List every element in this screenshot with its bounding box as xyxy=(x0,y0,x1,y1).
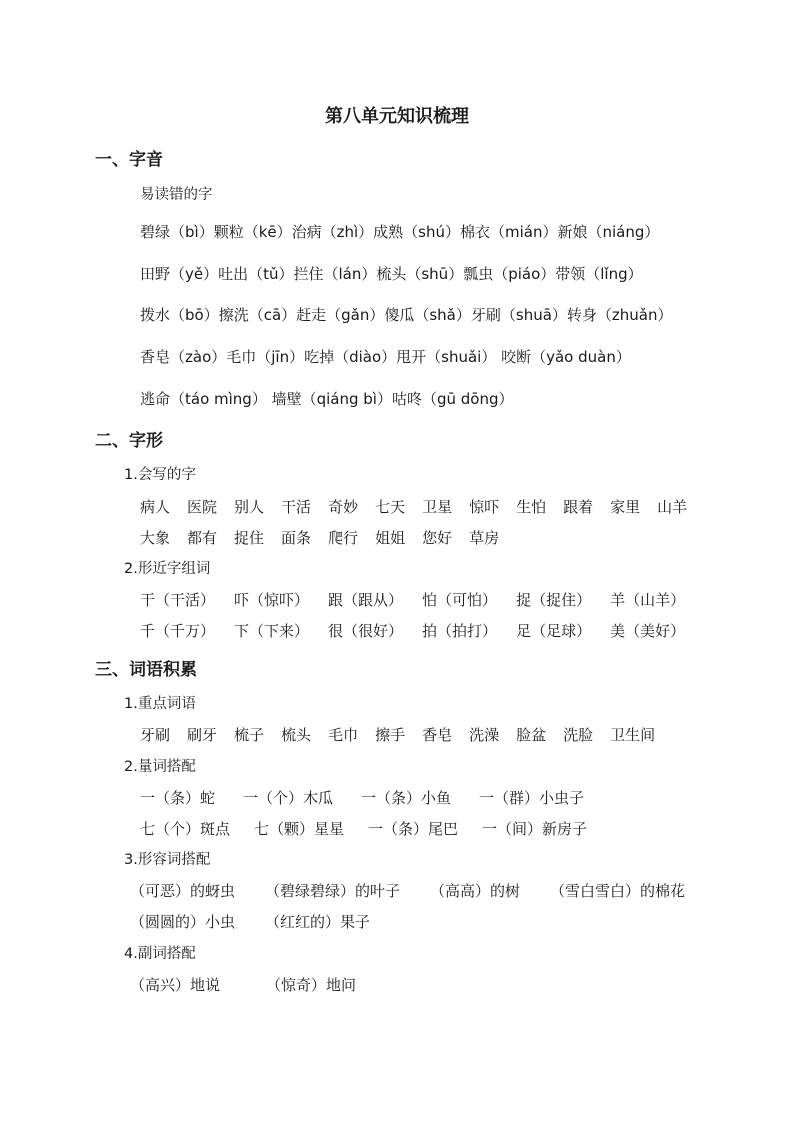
word-row xyxy=(140,496,687,518)
list-item: 大象 xyxy=(140,529,171,547)
list-item: 一（条）蛇 xyxy=(140,789,216,807)
list-item: 您好 xyxy=(422,529,453,547)
list-item: 脸盆 xyxy=(516,726,547,744)
list-item: 牙刷 xyxy=(140,726,171,744)
list-item: 拍（拍打） xyxy=(422,622,498,640)
list-item: 洗脸 xyxy=(563,726,594,744)
subtitle-similar-chars: 2.形近字组词 xyxy=(124,561,211,577)
pinyin-line-5: 逃命（táo mìng） 墙壁（qiáng bì）咕咚（gū dōng） xyxy=(140,390,514,408)
list-item: 洗澡 xyxy=(469,726,500,744)
section-heading-vocabulary: 三、词语积累 xyxy=(95,660,197,680)
list-item: 卫星 xyxy=(422,498,453,516)
measure-word-row xyxy=(140,787,584,809)
list-item: 干（干活） xyxy=(140,591,216,609)
subtitle-measure-words: 2.量词搭配 xyxy=(124,759,196,775)
list-item: 山羊 xyxy=(657,498,688,516)
list-item: （圆圆的）小虫 xyxy=(130,913,236,931)
list-item: 捉（捉住） xyxy=(516,591,592,609)
list-item: 一（群）小虫子 xyxy=(479,789,585,807)
list-item: 姐姐 xyxy=(375,529,406,547)
list-item: 足（足球） xyxy=(516,622,592,640)
list-item: （雪白雪白）的棉花 xyxy=(550,882,686,900)
adjective-row xyxy=(130,911,370,933)
list-item: 惊吓 xyxy=(469,498,500,516)
subtitle-misread-chars: 易读错的字 xyxy=(140,187,213,203)
list-item: 怕（可怕） xyxy=(422,591,498,609)
list-item: 家里 xyxy=(610,498,641,516)
list-item: 七（个）斑点 xyxy=(140,820,231,838)
list-item: 千（千万） xyxy=(140,622,216,640)
list-item: 美（美好） xyxy=(610,622,686,640)
list-item: 医院 xyxy=(187,498,218,516)
list-item: 都有 xyxy=(187,529,218,547)
list-item: 跟着 xyxy=(563,498,594,516)
adjective-row xyxy=(130,880,685,902)
page-title: 第八单元知识梳理 xyxy=(325,106,469,127)
list-item: 刷牙 xyxy=(187,726,218,744)
list-item: 面条 xyxy=(281,529,312,547)
list-item: 一（条）尾巴 xyxy=(368,820,459,838)
subtitle-key-words: 1.重点词语 xyxy=(124,696,196,712)
list-item: 香皂 xyxy=(422,726,453,744)
word-row xyxy=(140,724,655,746)
pinyin-line-1: 碧绿（bì）颗粒（kē）治病（zhì）成熟（shú）棉衣（mián）新娘（niáng） xyxy=(140,223,660,241)
subtitle-writable-chars: 1.会写的字 xyxy=(124,467,196,483)
list-item: 跟（跟从） xyxy=(328,591,404,609)
list-item: 羊（山羊） xyxy=(610,591,686,609)
list-item: 病人 xyxy=(140,498,171,516)
list-item: （碧绿碧绿）的叶子 xyxy=(265,882,401,900)
subtitle-adjective-pairs: 3.形容词搭配 xyxy=(124,852,211,868)
word-row xyxy=(140,527,499,549)
list-item: 毛巾 xyxy=(328,726,359,744)
list-item: （惊奇）地问 xyxy=(266,976,357,994)
list-item: 擦手 xyxy=(375,726,406,744)
list-item: （可恶）的蚜虫 xyxy=(130,882,236,900)
list-item: 七（颗）星星 xyxy=(254,820,345,838)
list-item: 卫生间 xyxy=(610,726,656,744)
list-item: 梳头 xyxy=(281,726,312,744)
section-heading-pronunciation: 一、字音 xyxy=(95,150,163,170)
measure-word-row xyxy=(140,818,587,840)
pinyin-line-4: 香皂（zào）毛巾（jīn）吃掉（diào）甩开（shuǎi） 咬断（yǎo duàn） xyxy=(140,348,631,366)
list-item: 一（条）小鱼 xyxy=(361,789,452,807)
list-item: 很（很好） xyxy=(328,622,404,640)
list-item: 吓（惊吓） xyxy=(234,591,310,609)
pinyin-line-2: 田野（yě）吐出（tǔ）拦住（lán）梳头（shū）瓢虫（piáo）带领（lǐng） xyxy=(140,265,643,283)
section-heading-glyph: 二、字形 xyxy=(95,431,163,451)
adverb-row xyxy=(130,974,356,996)
list-item: 梳子 xyxy=(234,726,265,744)
list-item: 爬行 xyxy=(328,529,359,547)
subtitle-adverb-pairs: 4.副词搭配 xyxy=(124,946,196,962)
list-item: 一（间）新房子 xyxy=(482,820,588,838)
list-item: （红红的）果子 xyxy=(265,913,371,931)
list-item: 生怕 xyxy=(516,498,547,516)
pinyin-line-3: 拨水（bō）擦洗（cā）赶走（gǎn）傻瓜（shǎ）牙刷（shuā）转身（zhuǎn） xyxy=(140,306,673,324)
list-item: 别人 xyxy=(234,498,265,516)
list-item: （高兴）地说 xyxy=(130,976,221,994)
list-item: 草房 xyxy=(469,529,500,547)
similar-char-row xyxy=(140,589,685,611)
list-item: （高高）的树 xyxy=(430,882,521,900)
list-item: 七天 xyxy=(375,498,406,516)
list-item: 干活 xyxy=(281,498,312,516)
list-item: 奇妙 xyxy=(328,498,359,516)
list-item: 一（个）木瓜 xyxy=(243,789,334,807)
list-item: 捉住 xyxy=(234,529,265,547)
similar-char-row xyxy=(140,620,685,642)
list-item: 下（下来） xyxy=(234,622,310,640)
